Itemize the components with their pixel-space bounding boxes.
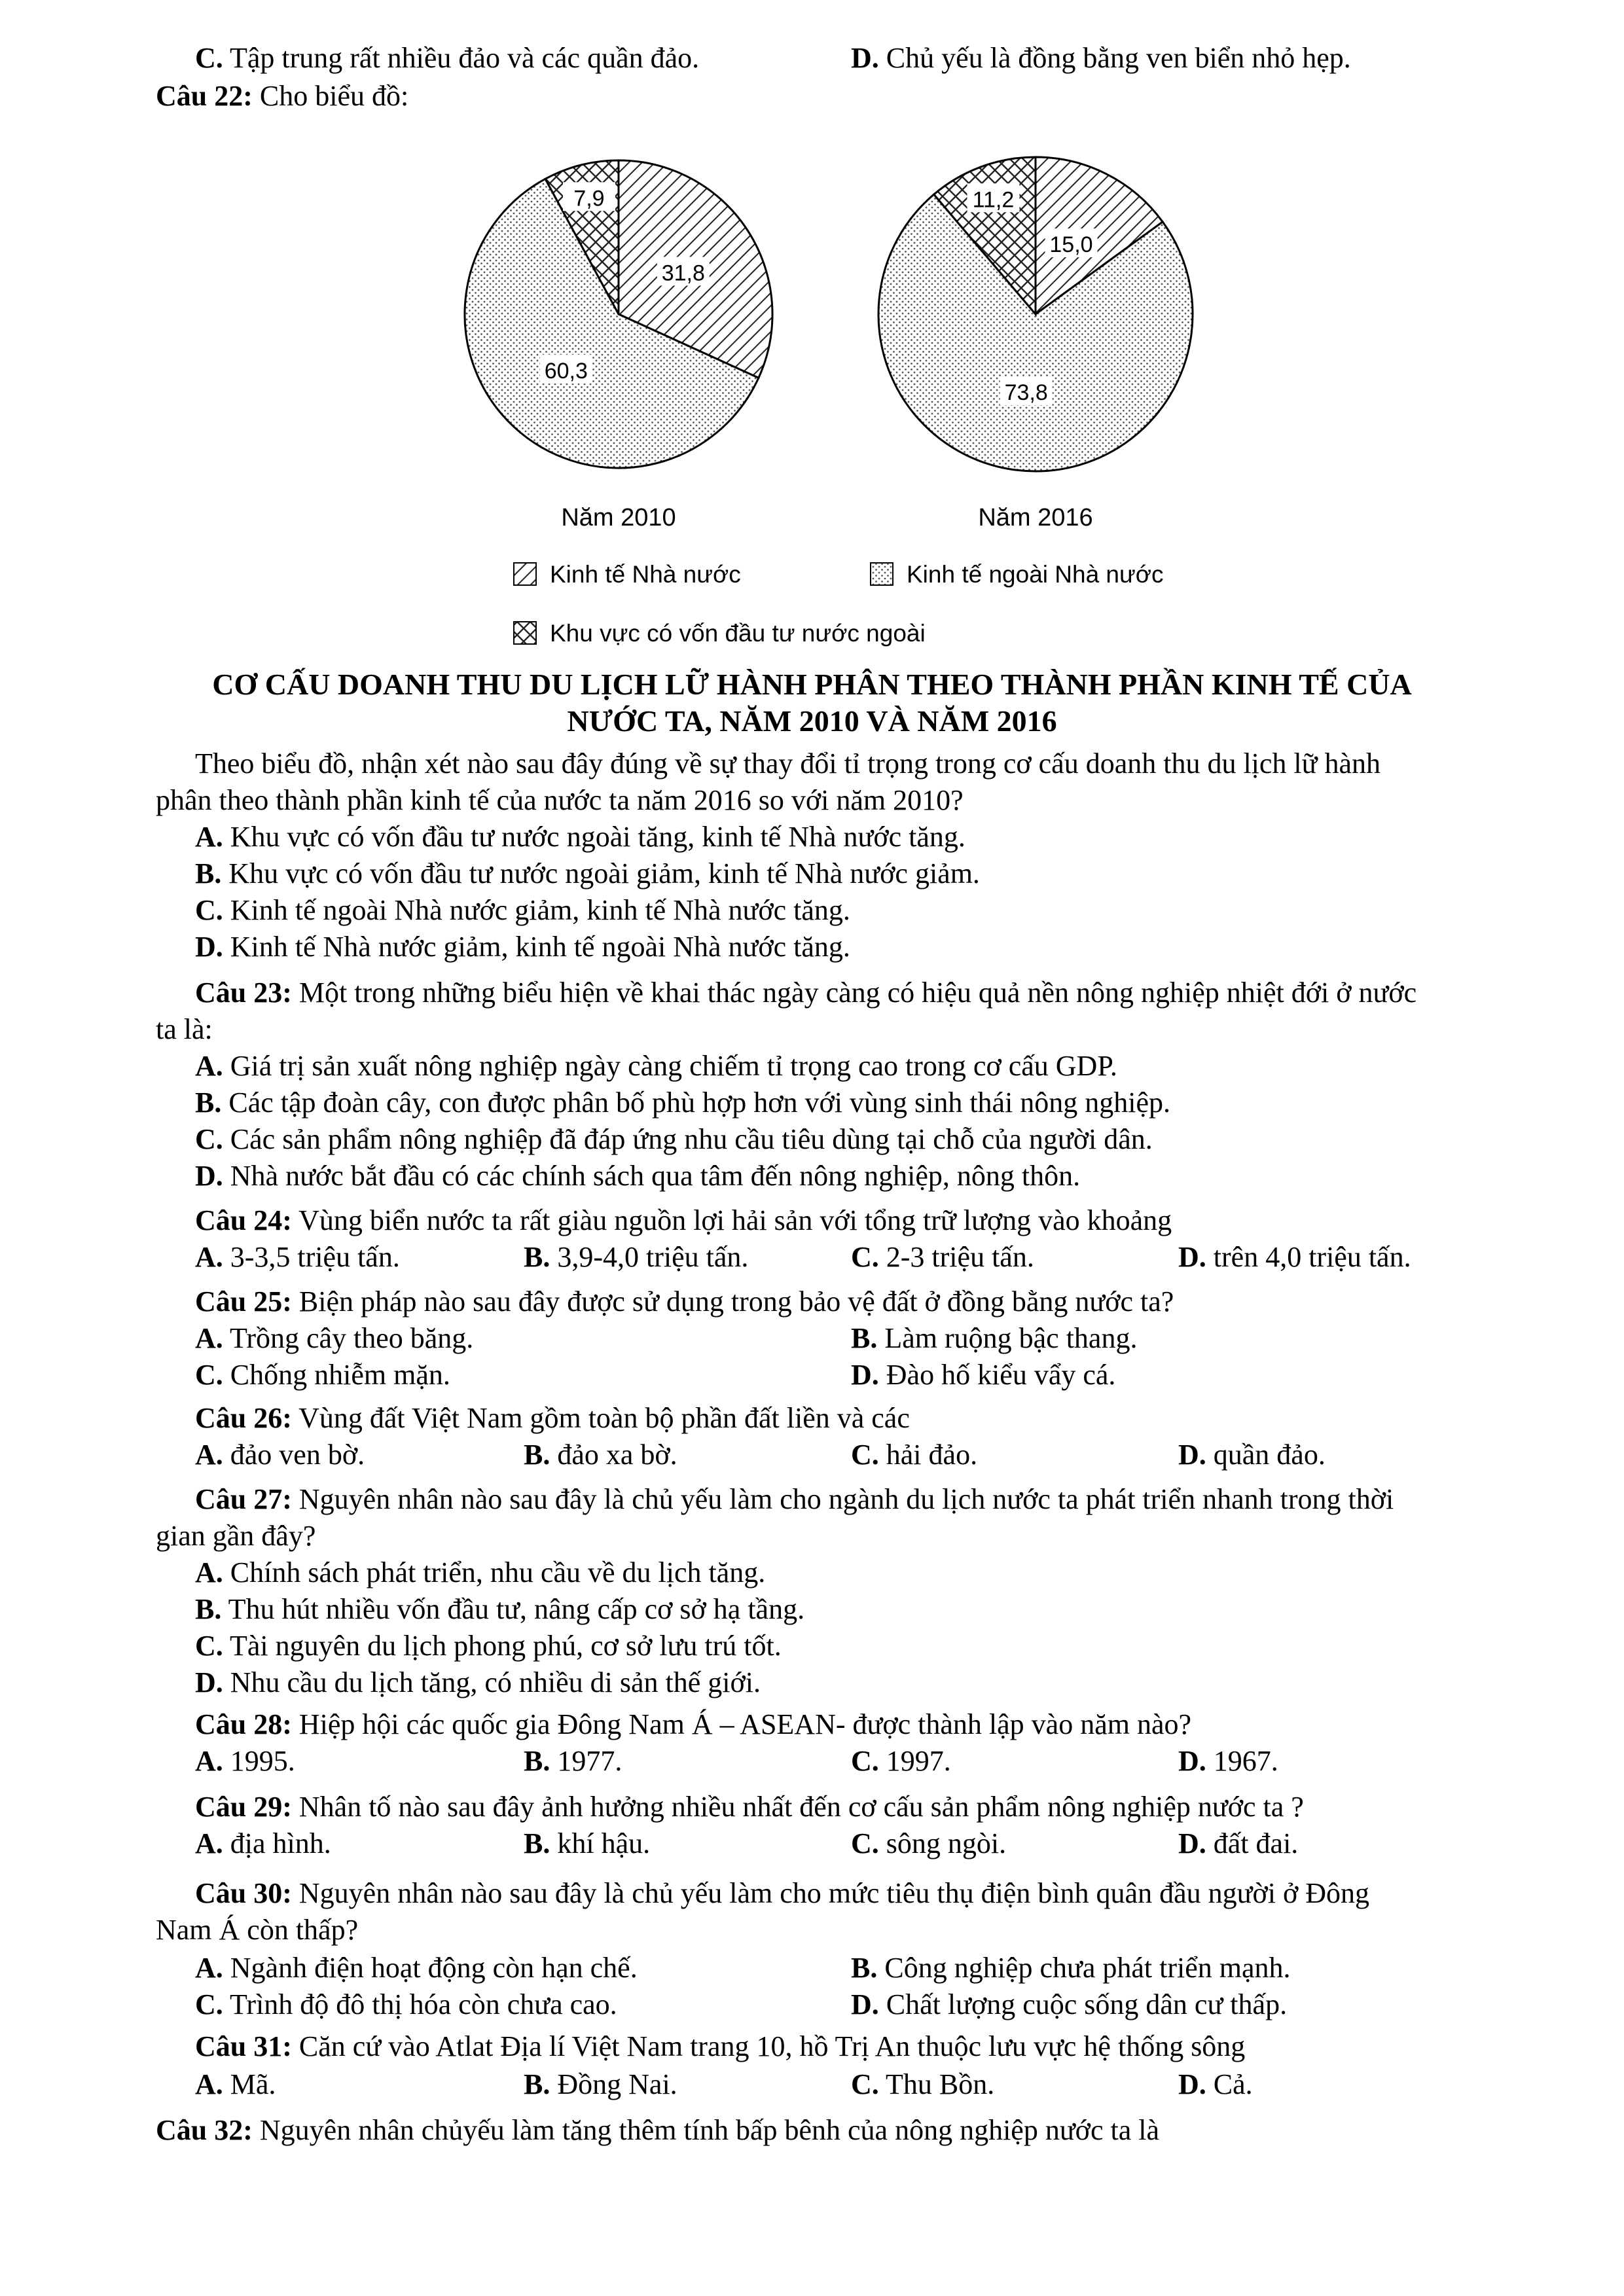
q24-stem: Câu 24: Vùng biển nước ta rất giàu nguồn lợi hải sản với tổng trữ lượng vào khoảng [195,1204,1172,1236]
chart-title-line2: NƯỚC TA, NĂM 2010 VÀ NĂM 2016 [567,704,1057,738]
q29-option-b: B. khí hậu. [524,1827,651,1859]
q23-option-b: B. Các tập đoàn cây, con được phân bố phù hợp hơn với vùng sinh thái nông nghiệp. [195,1086,1171,1119]
q24-option-a: A. 3-3,5 triệu tấn. [195,1241,400,1273]
q27-stem-line2: gian gần đây? [156,1520,316,1552]
q31-stem: Câu 31: Căn cứ vào Atlat Địa lí Việt Nam trang 10, hồ Trị An thuộc lưu vực hệ thống sông [195,2030,1246,2062]
q26-option-d: D. quần đảo. [1178,1439,1326,1471]
q25-stem: Câu 25: Biện pháp nào sau đây được sử dụng trong bảo vệ đất ở đồng bằng nước ta? [195,1285,1174,1318]
q30-stem-line1: Câu 30: Nguyên nhân nào sau đây là chủ yếu làm cho mức tiêu thụ điện bình quân đầu người ở Đông [195,1877,1369,1909]
q30-option-d: D. Chất lượng cuộc sống dân cư thấp. [851,1988,1288,2020]
legend-label-non-state: Kinh tế ngoài Nhà nước [907,561,1164,588]
q25-option-a: A. Trồng cây theo băng. [195,1322,474,1354]
q28-option-b: B. 1977. [524,1745,623,1777]
q26-stem: Câu 26: Vùng đất Việt Nam gồm toàn bộ phần đất liền và các [195,1402,910,1434]
q25-option-d: D. Đào hố kiểu vẩy cá. [851,1359,1116,1391]
q26-option-b: B. đảo xa bờ. [524,1439,677,1471]
q25-option-b: B. Làm ruộng bậc thang. [851,1322,1138,1354]
q27-stem-line1: Câu 27: Nguyên nhân nào sau đây là chủ yếu làm cho ngành du lịch nước ta phát triển nhanh trong thời [195,1483,1394,1515]
pie-2016-label-foreign: 11,2 [972,187,1015,213]
q21-option-c: C. Tập trung rất nhiều đảo và các quần đảo. [195,42,700,74]
q27-option-c: C. Tài nguyên du lịch phong phú, cơ sở lưu trú tốt. [195,1630,782,1662]
pie-2016-caption: Năm 2016 [978,504,1093,531]
q28-option-d: D. 1967. [1178,1745,1278,1777]
q23-stem-line1: Câu 23: Một trong những biểu hiện về khai thác ngày càng có hiệu quả nền nông nghiệp nhiệt đới ở nước [195,977,1417,1009]
q29-option-a: A. địa hình. [195,1827,331,1859]
q31-option-a: A. Mã. [195,2068,276,2100]
pie-2010-caption: Năm 2010 [561,504,676,531]
pie-2010-label-non-state: 60,3 [544,358,588,384]
q32-stem: Câu 32: Nguyên nhân chủyếu làm tăng thêm tính bấp bênh của nông nghiệp nước ta là [156,2114,1159,2146]
legend-label-foreign: Khu vực có vốn đầu tư nước ngoài [550,620,926,647]
pie-2010-label-state: 31,8 [661,260,705,286]
legend-swatch-state [514,563,536,585]
q24-option-c: C. 2-3 triệu tấn. [851,1241,1034,1273]
q28-stem: Câu 28: Hiệp hội các quốc gia Đông Nam Á – ASEAN- được thành lập vào năm nào? [195,1708,1192,1740]
q22-option-c: C. Kinh tế ngoài Nhà nước giảm, kinh tế Nhà nước tăng. [195,894,850,926]
q27-option-a: A. Chính sách phát triển, nhu cầu về du lịch tăng. [195,1556,766,1588]
q28-option-a: A. 1995. [195,1745,295,1777]
pie-2016 [878,157,1193,471]
pie-chart-figure [0,0,1624,661]
pie-2016-label-state: 15,0 [1049,232,1093,258]
q24-option-d: D. trên 4,0 triệu tấn. [1178,1241,1411,1273]
q26-option-a: A. đảo ven bờ. [195,1439,365,1471]
q22-question-line1: Theo biểu đồ, nhận xét nào sau đây đúng về sự thay đổi tỉ trọng trong cơ cấu doanh thu du lịch lữ hành [195,747,1381,780]
q31-option-b: B. Đồng Nai. [524,2068,677,2100]
legend-swatch-foreign [514,622,536,644]
pie-2010-label-foreign: 7,9 [573,186,605,211]
q27-option-b: B. Thu hút nhiều vốn đầu tư, nâng cấp cơ sở hạ tầng. [195,1593,805,1625]
q30-option-c: C. Trình độ đô thị hóa còn chưa cao. [195,1988,617,2020]
q24-option-b: B. 3,9-4,0 triệu tấn. [524,1241,749,1273]
q22-question-line2: phân theo thành phần kinh tế của nước ta năm 2016 so với năm 2010? [156,784,964,816]
q27-option-d: D. Nhu cầu du lịch tăng, có nhiều di sản thế giới. [195,1666,761,1698]
chart-legend [514,561,1164,647]
legend-label-state: Kinh tế Nhà nước [550,561,741,588]
q29-option-c: C. sông ngòi. [851,1827,1007,1859]
q26-option-c: C. hải đảo. [851,1439,978,1471]
q31-option-d: D. Cả. [1178,2068,1253,2100]
q25-option-c: C. Chống nhiễm mặn. [195,1359,450,1391]
q29-stem: Câu 29: Nhân tố nào sau đây ảnh hưởng nhiều nhất đến cơ cấu sản phẩm nông nghiệp nước ta ? [195,1791,1304,1823]
q23-option-a: A. Giá trị sản xuất nông nghiệp ngày càng chiếm tỉ trọng cao trong cơ cấu GDP. [195,1050,1117,1082]
q23-option-d: D. Nhà nước bắt đầu có các chính sách qua tâm đến nông nghiệp, nông thôn. [195,1160,1081,1192]
q22-stem: Câu 22: Cho biểu đồ: [156,80,409,112]
q31-option-c: C. Thu Bồn. [851,2068,995,2100]
legend-swatch-non-state [871,563,893,585]
q30-option-a: A. Ngành điện hoạt động còn hạn chế. [195,1952,638,1984]
q22-option-d: D. Kinh tế Nhà nước giảm, kinh tế ngoài Nhà nước tăng. [195,931,850,963]
q28-option-c: C. 1997. [851,1745,951,1777]
q22-option-a: A. Khu vực có vốn đầu tư nước ngoài tăng, kinh tế Nhà nước tăng. [195,821,965,853]
pie-2016-label-non-state: 73,8 [1004,380,1048,406]
q22-option-b: B. Khu vực có vốn đầu tư nước ngoài giảm, kinh tế Nhà nước giảm. [195,857,980,889]
q23-stem-line2: ta là: [156,1013,213,1045]
pie-2010 [465,160,772,468]
q29-option-d: D. đất đai. [1178,1827,1299,1859]
q21-option-d: D. Chủ yếu là đồng bằng ven biển nhỏ hẹp. [851,42,1351,74]
q30-option-b: B. Công nghiệp chưa phát triển mạnh. [851,1952,1291,1984]
q23-option-c: C. Các sản phẩm nông nghiệp đã đáp ứng nhu cầu tiêu dùng tại chỗ của người dân. [195,1123,1153,1155]
chart-title-line1: CƠ CẤU DOANH THU DU LỊCH LỮ HÀNH PHÂN THEO THÀNH PHẦN KINH TẾ CỦA [212,668,1412,701]
q30-stem-line2: Nam Á còn thấp? [156,1914,359,1946]
